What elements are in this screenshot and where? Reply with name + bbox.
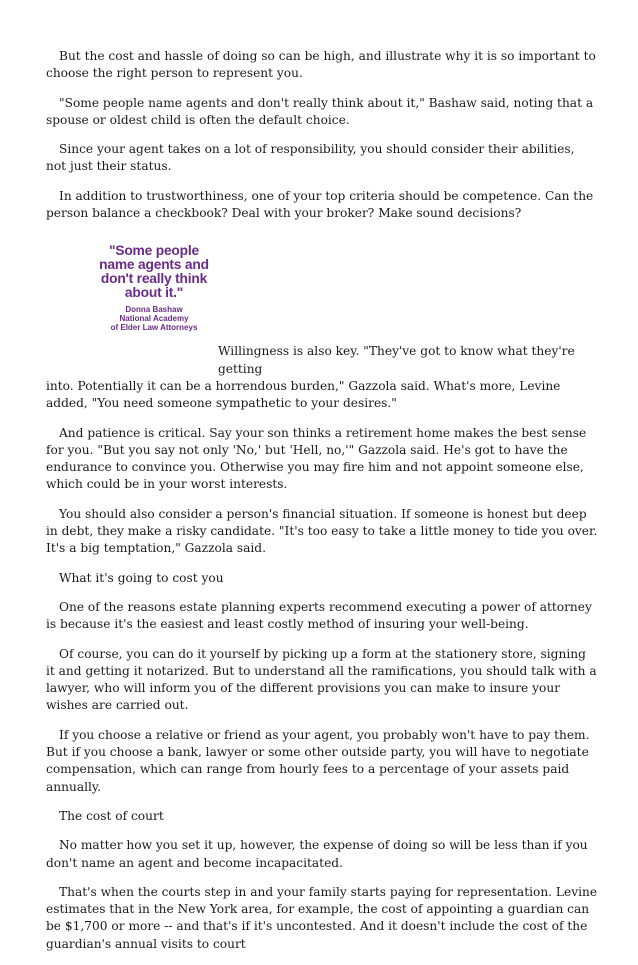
attribution-org: of Elder Law Attorneys (110, 323, 198, 333)
paragraph: That's when the courts step in and your family starts paying for representation. Levine estimates that in the New York area, for example, the cost of appointing a guardian can be $1,700 or more -- and that's if it's uncontested. And it doesn't include the cost of the guardian's annual visits to court (46, 884, 598, 951)
pullquote-image (46, 238, 598, 343)
section-heading: What it's going to cost you (59, 570, 224, 585)
section-heading: The cost of court (59, 808, 164, 823)
paragraph: But the cost and hassle of doing so can be high, and illustrate why it is so important to choose the right person to represent you. (46, 49, 596, 81)
pullquote-attribution (90, 305, 218, 332)
pullquote-text: "Some people name agents and don't really think about it." (99, 243, 209, 301)
paragraph: And patience is critical. Say your son thinks a retirement home makes the best sense for you. "But you say not only 'No,' but 'Hell, no,'" Gazzola said. He's got to have the endurance to convince you. Otherwise you may fire him and not appoint someone else, which could be in your worst interests. (46, 425, 587, 492)
paragraph-continuation: into. Potentially it can be a horrendous burden," Gazzola said. What's more, Levine added, "You need someone sympathetic to your desires." (46, 378, 561, 411)
paragraph-willingness (46, 343, 598, 412)
paragraph: No matter how you set it up, however, the expense of doing so will be less than if you don't name an agent and become incapacitated. (46, 838, 588, 870)
pullquote (90, 244, 218, 332)
paragraph: In addition to trustworthiness, one of your top criteria should be competence. Can the person balance a checkbook? Deal with your broker? Make sound decisions? (46, 188, 594, 221)
attribution-name: Donna Bashaw (125, 305, 183, 315)
paragraph: One of the reasons estate planning experts recommend executing a power of attorney is because it's the easiest and least costly method of insuring your well-being. (46, 599, 592, 632)
paragraph: If you choose a relative or friend as your agent, you probably won't have to pay them. But if you choose a bank, lawyer or some other outside party, you will have to negotiate compensation, which can range from hourly fees to a percentage of your assets paid annually. (46, 727, 590, 794)
document-page (46, 48, 598, 965)
paragraph: You should also consider a person's financial situation. If someone is honest but deep in debt, they make a risky candidate. "It's too easy to take a little money to tide you over. It's a big temptation," Gazzola said. (46, 506, 598, 556)
paragraph-first-line: Willingness is also key. "They've got to know what they're getting (218, 344, 575, 376)
attribution-org: National Academy (119, 314, 189, 324)
paragraph: "Some people name agents and don't really think about it," Bashaw said, noting that a spouse or oldest child is often the default choice. (46, 95, 594, 127)
paragraph: Since your agent takes on a lot of responsibility, you should consider their abilities, not just their status. (46, 142, 575, 174)
paragraph: Of course, you can do it yourself by picking up a form at the stationery store, signing it and getting it notarized. But to understand all the ramifications, you should talk with a lawyer, who will inform you of the different provisions you can make to insure your wishes are carried out. (46, 646, 597, 713)
